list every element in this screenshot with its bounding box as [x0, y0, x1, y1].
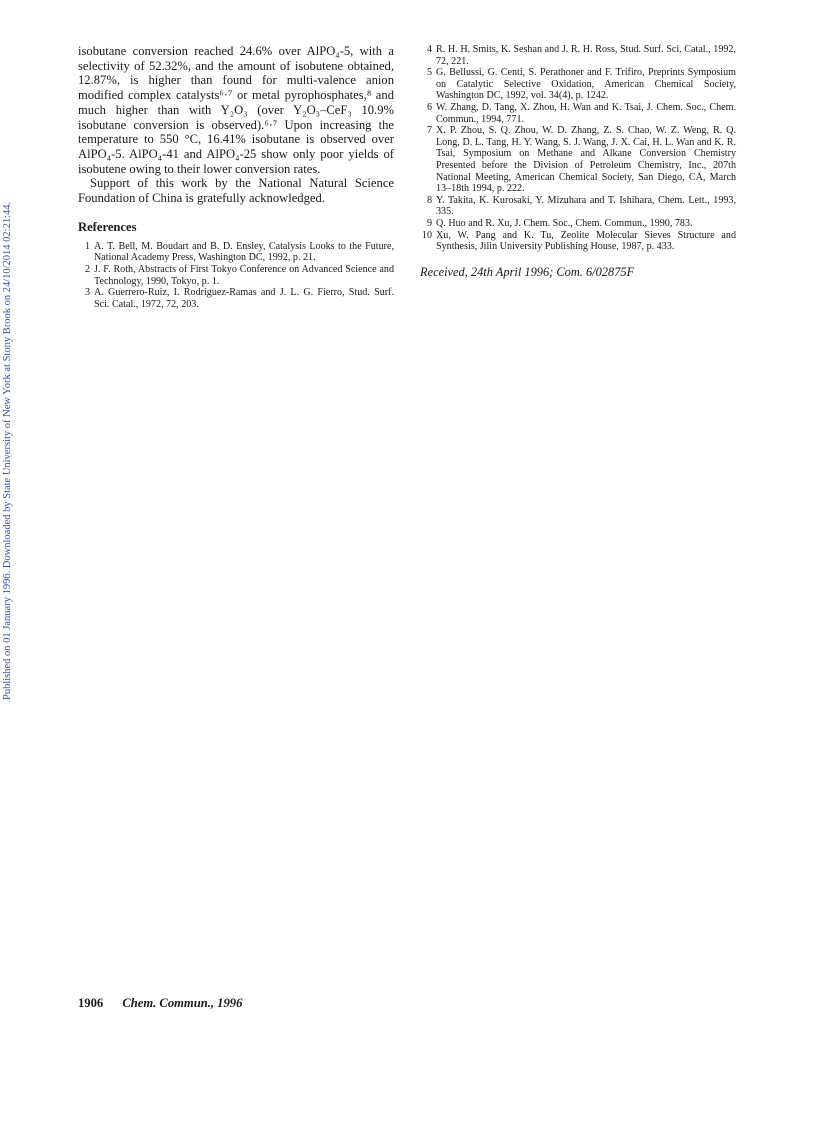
reference-text: Q. Huo and R. Xu, J. Chem. Soc., Chem. Commun., 1990, 783.: [436, 217, 693, 229]
reference-number: 9: [426, 217, 432, 229]
reference-item: [420, 125, 736, 195]
reference-number: 5: [426, 67, 432, 79]
reference-item: [78, 287, 394, 310]
journal-name: Chem. Commun., 1996: [122, 996, 243, 1010]
body-paragraph-results: isobutane conversion reached 24.6% over AlPO₄-5, with a selectivity of 52.32%, and the amount of isobutene obtained, 12.87%, is higher than found for multi-valence anion modified complex catalysts⁶·⁷ or metal pyrophosphates,⁸ and much higher than with Y₂O₃ (over Y₂O₃–CeF₃ 10.9% isobutane conversion is observed).⁶·⁷ Upon increasing the temperature to 550 °C, 16.41% isobutane is observed over AlPO₄-5. AlPO₄-41 and AlPO₄-25 show only poor yields of isobutene owing to their lower conversion rates.: [78, 44, 394, 176]
reference-item: [420, 67, 736, 102]
reference-item: [420, 195, 736, 218]
body-paragraph-acknowledgement: Support of this work by the National Natural Science Foundation of China is gratefully acknowledged.: [78, 176, 394, 206]
download-watermark: Published on 01 January 1996. Downloaded by State University of New York at Stony Brook on 24/10/2014 02:21:44.: [2, 201, 13, 700]
reference-text: A. T. Bell, M. Boudart and B. D. Ensley, Catalysis Looks to the Future, National Academy Press, Washington DC, 1992, p. 21.: [94, 240, 394, 264]
reference-item: [420, 102, 736, 125]
reference-number: 8: [426, 194, 432, 206]
received-line: Received, 24th April 1996; Com. 6/02875F: [420, 264, 635, 279]
reference-number: 3: [84, 287, 90, 299]
reference-number: 1: [84, 240, 90, 252]
reference-number: 10: [421, 229, 432, 241]
reference-item: [420, 230, 736, 253]
reference-list-left: [78, 241, 394, 311]
reference-list-right: [420, 44, 736, 253]
reference-text: G. Bellussi, G. Centi, S. Perathoner and F. Trifiro, Preprints Symposium on Catalytic Selective Oxidation, American Chemical Society, Washington DC, 1992, vol. 34(4), p. 1242.: [436, 67, 736, 102]
reference-text: Xu, W. Pang and K. Tu, Zeolite Molecular Sieves Structure and Synthesis, Jilin University Publishing House, 1987, p. 433.: [436, 229, 736, 253]
left-column: [78, 44, 394, 310]
right-column: [420, 44, 736, 280]
reference-text: Y. Takita, K. Kurosaki, Y. Mizuhara and T. Ishihara, Chem. Lett., 1993, 335.: [436, 194, 736, 218]
reference-number: 2: [84, 263, 90, 275]
reference-item: [420, 218, 736, 230]
page-footer: [78, 996, 242, 1011]
reference-number: 4: [426, 44, 432, 55]
reference-number: 6: [426, 101, 432, 113]
reference-item: [420, 44, 736, 67]
reference-item: [78, 241, 394, 264]
reference-number: 7: [426, 125, 432, 137]
reference-text: X. P. Zhou, S. Q. Zhou, W. D. Zhang, Z. S. Chao, W. Z. Weng, R. Q. Long, D. L. Tang, H. Y. Wang, S. J. Wang, J. X. Cai, H. L. Wan and K. R. Tsai, Symposium on Methane and Alkane Conversion Chemistry Presented before the Division of Petroleum Chemistry, Inc., 207th National Meeting, American Chemical Society, San Diego, CA, March 13–18th 1994, p. 222.: [436, 125, 736, 195]
page-number: 1906: [78, 996, 104, 1010]
reference-text: J. F. Roth, Abstracts of First Tokyo Conference on Advanced Science and Technology, 1990, Tokyo, p. 1.: [94, 263, 394, 287]
reference-text: R. H. H. Smits, K. Seshan and J. R. H. Ross, Stud. Surf. Sci. Catal., 1992, 72, 221.: [436, 44, 736, 67]
reference-text: W. Zhang, D. Tang, X. Zhou, H. Wan and K. Tsai, J. Chem. Soc., Chem. Commun., 1994, 771.: [436, 101, 736, 125]
reference-item: [78, 264, 394, 287]
reference-text: A. Guerrero-Ruiz, I. Rodriguez-Ramas and J. L. G. Fierro, Stud. Surf. Sci. Catal., 1972, 72, 203.: [94, 287, 394, 310]
references-heading: References: [78, 219, 137, 234]
